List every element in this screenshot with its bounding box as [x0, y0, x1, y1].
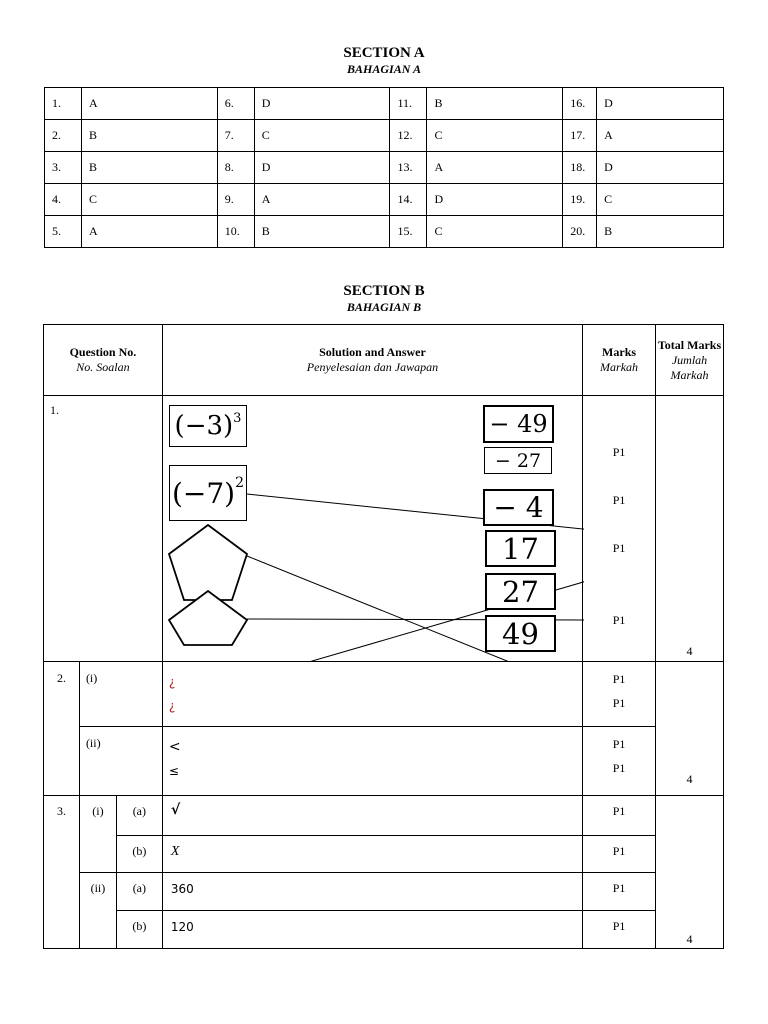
section-a-heading: [0, 45, 768, 76]
q1-left-b-base: (−7): [171, 476, 236, 510]
answer-letter: C: [254, 120, 390, 152]
q1-mark-2: P1: [612, 493, 626, 507]
q3-row-ii-a: [44, 873, 724, 911]
q2-total: 4: [656, 662, 724, 796]
q1-left-b-exp: 2: [235, 475, 245, 491]
q2-i-mark-1: P1: [612, 672, 626, 686]
answer-letter: B: [597, 216, 724, 248]
question-no-label: Question No.: [69, 345, 137, 359]
q2-i-answer-1: ¿: [168, 675, 176, 689]
answer-letter: C: [427, 216, 563, 248]
q1-right-box-6: 49: [485, 615, 556, 652]
q1-mark-3: P1: [612, 541, 626, 555]
answer-letter: D: [427, 184, 563, 216]
answer-letter: B: [427, 88, 563, 120]
q3-ii-a-answer: 360: [162, 873, 582, 911]
q2-ii-answers: [162, 727, 582, 796]
q3-ii-sub-a: (a): [116, 873, 162, 911]
q2-ii-mark-2: P1: [612, 761, 626, 775]
q2-ii-marks: [583, 727, 656, 796]
question-number: 10.: [217, 216, 254, 248]
answer-letter: D: [597, 88, 724, 120]
question-number: 20.: [563, 216, 597, 248]
section-b-subtitle: BAHAGIAN B: [346, 300, 422, 314]
question-number: 14.: [390, 184, 427, 216]
answer-letter: A: [81, 216, 217, 248]
section-b-header-row: [44, 325, 724, 396]
q1-left-box-b: [169, 465, 247, 521]
q1-marks: [583, 396, 656, 662]
q2-i-answers: [162, 662, 582, 727]
section-a-row: [45, 184, 724, 216]
question-number: 2.: [45, 120, 82, 152]
q1-mark-4: P1: [612, 613, 626, 627]
q1-left-a-base: (−3): [174, 411, 234, 441]
q3-total: 4: [656, 796, 724, 949]
answer-letter: B: [254, 216, 390, 248]
question-number: 3.: [45, 152, 82, 184]
question-number: 9.: [217, 184, 254, 216]
marks-header: [583, 325, 656, 396]
q1-right-box-5: 27: [485, 573, 556, 610]
question-number: 16.: [563, 88, 597, 120]
question-number: 7.: [217, 120, 254, 152]
pentagon-icon: [169, 525, 247, 600]
section-a-row: [45, 88, 724, 120]
answer-letter: D: [254, 152, 390, 184]
answer-letter: C: [81, 184, 217, 216]
question-number: 6.: [217, 88, 254, 120]
solution-label-ms: Penyelesaian dan Jawapan: [306, 360, 439, 374]
question-no-label-ms: No. Soalan: [76, 360, 130, 374]
q3-i-b-value: X: [170, 844, 180, 859]
q2-ii-answer-1: <: [168, 739, 181, 755]
section-a-row: [45, 152, 724, 184]
q3-mark-2: P1: [583, 836, 656, 873]
section-b-table: [43, 324, 724, 949]
question-number: 11.: [390, 88, 427, 120]
answer-letter: C: [427, 120, 563, 152]
q2-number: 2.: [44, 662, 80, 796]
section-a-row: [45, 120, 724, 152]
q1-total: 4: [656, 396, 724, 662]
q1-number: 1.: [44, 396, 163, 662]
section-a-answer-table: [44, 87, 724, 248]
q3-ii-b-answer: 120: [162, 911, 582, 949]
q3-mark-3: P1: [583, 873, 656, 911]
marks-label-ms: Markah: [600, 360, 639, 374]
question-number: 5.: [45, 216, 82, 248]
q3-mark-4: P1: [583, 911, 656, 949]
q2-i-marks: [583, 662, 656, 727]
q2-row-ii: [44, 727, 724, 796]
q3-i-a-answer: [162, 796, 582, 836]
answer-letter: B: [81, 120, 217, 152]
q3-i-sub-b: (b): [116, 836, 162, 873]
solution-header: [162, 325, 582, 396]
question-number: 18.: [563, 152, 597, 184]
q1-row: [44, 396, 724, 662]
q3-part-i: (i): [79, 796, 116, 873]
q2-ii-answer-2: ≤: [168, 764, 179, 778]
q3-part-ii: (ii): [79, 873, 116, 949]
q2-part-ii: (ii): [79, 727, 162, 796]
marks-label: Marks: [602, 345, 637, 359]
answer-letter: A: [597, 120, 724, 152]
answer-letter: A: [427, 152, 563, 184]
section-a-title: SECTION A: [343, 45, 425, 61]
total-marks-label: Total Marks: [657, 337, 722, 352]
q2-i-mark-2: P1: [612, 696, 626, 710]
answer-letter: A: [81, 88, 217, 120]
q3-row-i-b: [44, 836, 724, 873]
question-number: 12.: [390, 120, 427, 152]
total-marks-label-ms: Jumlah Markah: [670, 352, 709, 382]
q1-right-box-2: − 27: [484, 447, 552, 474]
answer-letter: D: [254, 88, 390, 120]
question-number: 4.: [45, 184, 82, 216]
q2-i-answer-2: ¿: [168, 699, 176, 713]
question-number: 8.: [217, 152, 254, 184]
q1-pentagons: [163, 520, 253, 650]
q1-left-a-exp: 3: [233, 410, 242, 426]
section-a-subtitle: BAHAGIAN A: [347, 62, 421, 76]
question-number: 1.: [45, 88, 82, 120]
section-a-row: [45, 216, 724, 248]
q1-right-box-3: − 4: [483, 489, 554, 526]
answer-letter: D: [597, 152, 724, 184]
q1-right-box-1: − 49: [483, 405, 554, 443]
q3-i-b-answer: [162, 836, 582, 873]
question-number: 19.: [563, 184, 597, 216]
section-b-heading: [0, 283, 768, 314]
q2-ii-mark-1: P1: [612, 737, 626, 751]
q3-number: 3.: [44, 796, 80, 949]
question-no-header: [44, 325, 163, 396]
answer-letter: C: [597, 184, 724, 216]
q3-i-sub-a: (a): [116, 796, 162, 836]
total-marks-header: [656, 325, 724, 396]
question-number: 17.: [563, 120, 597, 152]
q1-right-box-4: 17: [485, 530, 556, 567]
q1-mark-1: P1: [612, 445, 626, 459]
question-number: 13.: [390, 152, 427, 184]
q3-ii-sub-b: (b): [116, 911, 162, 949]
q3-row-ii-b: [44, 911, 724, 949]
question-number: 15.: [390, 216, 427, 248]
q3-mark-1: P1: [583, 796, 656, 836]
q1-left-box-a: [169, 405, 247, 447]
solution-label: Solution and Answer: [319, 345, 426, 359]
q3-i-a-value: √: [170, 802, 181, 818]
answer-letter: B: [81, 152, 217, 184]
q2-row-i: [44, 662, 724, 727]
q3-row-i-a: [44, 796, 724, 836]
answer-letter: A: [254, 184, 390, 216]
q2-part-i: (i): [79, 662, 162, 727]
pentagon-icon: [169, 591, 247, 645]
section-b-title: SECTION B: [343, 283, 425, 299]
